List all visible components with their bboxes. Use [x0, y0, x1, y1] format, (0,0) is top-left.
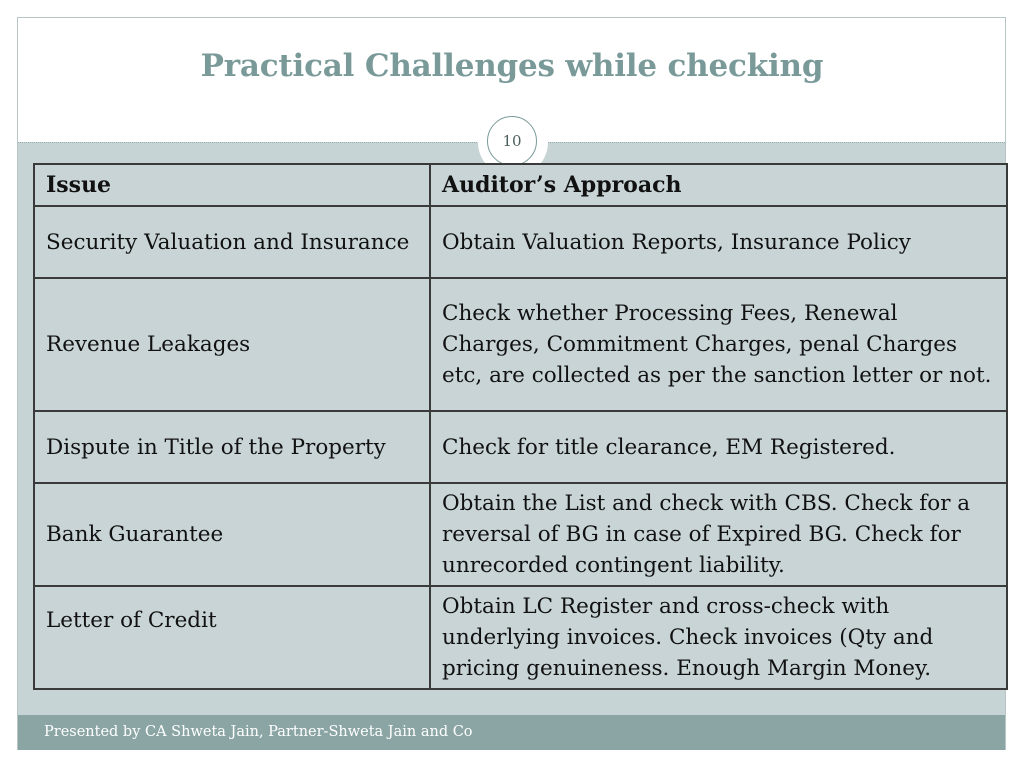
challenges-table: [33, 163, 1008, 690]
issue-cell: Security Valuation and Insurance: [34, 206, 430, 278]
table-row: [34, 206, 1007, 278]
issue-cell: Dispute in Title of the Property: [34, 411, 430, 483]
table-header-row: [34, 164, 1007, 206]
approach-cell: Obtain Valuation Reports, Insurance Policy: [430, 206, 1007, 278]
approach-cell: Check for title clearance, EM Registered.: [430, 411, 1007, 483]
table-row: [34, 483, 1007, 586]
table-row: [34, 586, 1007, 689]
issue-cell: Letter of Credit: [34, 586, 430, 689]
approach-cell: Check whether Processing Fees, Renewal Charges, Commitment Charges, penal Charges etc, are collected as per the sanction letter or not.: [430, 278, 1007, 411]
issue-cell: Revenue Leakages: [34, 278, 430, 411]
table-row: [34, 411, 1007, 483]
approach-cell: Obtain the List and check with CBS. Check for a reversal of BG in case of Expired BG. Check for unrecorded contingent liability.: [430, 483, 1007, 586]
table-row: [34, 278, 1007, 411]
header-approach: Auditor’s Approach: [430, 164, 1007, 206]
approach-cell: Obtain LC Register and cross-check with underlying invoices. Check invoices (Qty and pricing genuineness. Enough Margin Money.: [430, 586, 1007, 689]
header-issue: Issue: [34, 164, 430, 206]
issue-cell: Bank Guarantee: [34, 483, 430, 586]
slide-title: Practical Challenges while checking: [200, 48, 824, 84]
footer-text: Presented by CA Shweta Jain, Partner-Shweta Jain and Co: [44, 724, 473, 740]
page-number-badge: 10: [487, 116, 537, 166]
